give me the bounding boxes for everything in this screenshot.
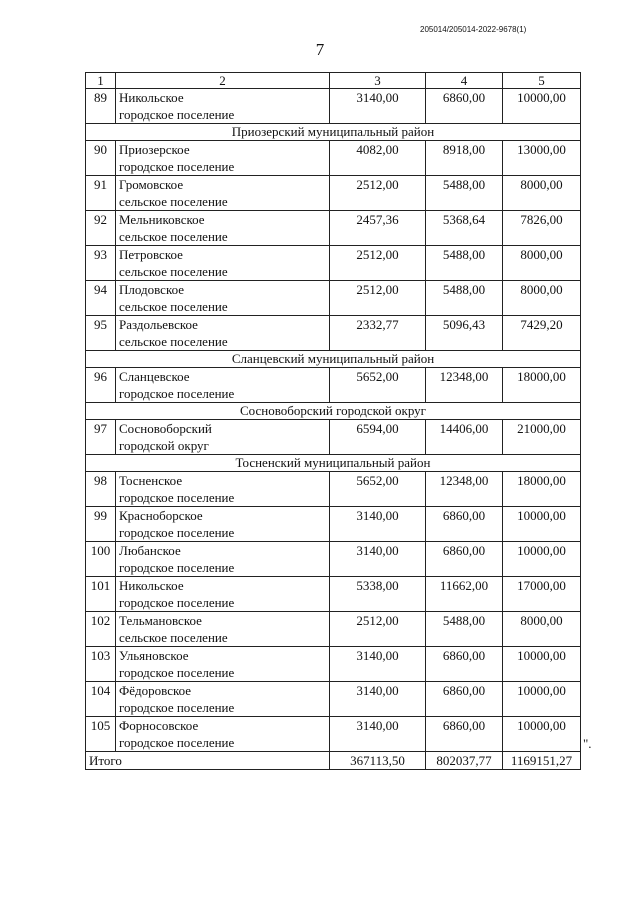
- total-value-col-4: 802037,77: [426, 752, 503, 770]
- value-col-4: 8918,00: [426, 141, 503, 176]
- value-col-4: 6860,00: [426, 647, 503, 682]
- table-row: [86, 507, 581, 542]
- value-col-5: 10000,00: [503, 682, 581, 717]
- municipality-name-line-1: Мельниковское: [119, 212, 205, 227]
- total-value-col-3: 367113,50: [330, 752, 426, 770]
- municipality-name-line-2: сельское поселение: [119, 334, 228, 349]
- section-row: [86, 455, 581, 472]
- section-title: Тосненский муниципальный район: [86, 455, 581, 472]
- municipality-name-line-2: сельское поселение: [119, 299, 228, 314]
- municipality-name: [116, 246, 330, 281]
- total-value-col-5: 1169151,27: [503, 752, 581, 770]
- municipality-name-line-2: сельское поселение: [119, 194, 228, 209]
- municipality-name-line-2: сельское поселение: [119, 229, 228, 244]
- value-col-4: 6860,00: [426, 717, 503, 752]
- value-col-5: 10000,00: [503, 647, 581, 682]
- value-col-4: 5096,43: [426, 316, 503, 351]
- allocation-table: [85, 72, 581, 770]
- value-col-4: 5488,00: [426, 176, 503, 211]
- value-col-3: 2512,00: [330, 176, 426, 211]
- header-col-4: 4: [426, 73, 503, 89]
- row-number: 101: [86, 577, 116, 612]
- value-col-5: 10000,00: [503, 717, 581, 752]
- municipality-name-line-1: Раздольевское: [119, 317, 198, 332]
- section-title: Приозерский муниципальный район: [86, 124, 581, 141]
- header-col-3: 3: [330, 73, 426, 89]
- municipality-name-line-1: Любанское: [119, 543, 181, 558]
- municipality-name: [116, 420, 330, 455]
- value-col-3: 2332,77: [330, 316, 426, 351]
- municipality-name: [116, 281, 330, 316]
- total-row: [86, 752, 581, 770]
- municipality-name-line-2: сельское поселение: [119, 264, 228, 279]
- header-row: [86, 73, 581, 89]
- table-row: [86, 89, 581, 124]
- value-col-4: 6860,00: [426, 682, 503, 717]
- table-row: [86, 682, 581, 717]
- value-col-4: 5368,64: [426, 211, 503, 246]
- municipality-name-line-2: городское поселение: [119, 595, 235, 610]
- table-body: [86, 73, 581, 770]
- value-col-5: 21000,00: [503, 420, 581, 455]
- row-number: 99: [86, 507, 116, 542]
- value-col-5: 17000,00: [503, 577, 581, 612]
- municipality-name-line-2: городское поселение: [119, 490, 235, 505]
- page-number: 7: [315, 40, 325, 59]
- value-col-5: 7429,20: [503, 316, 581, 351]
- value-col-3: 2512,00: [330, 612, 426, 647]
- municipality-name: [116, 647, 330, 682]
- municipality-name: [116, 682, 330, 717]
- municipality-name: [116, 472, 330, 507]
- value-col-3: 3140,00: [330, 542, 426, 577]
- municipality-name-line-1: Громовское: [119, 177, 184, 192]
- row-number: 97: [86, 420, 116, 455]
- value-col-3: 2512,00: [330, 281, 426, 316]
- table-row: [86, 316, 581, 351]
- value-col-5: 10000,00: [503, 542, 581, 577]
- municipality-name: [116, 368, 330, 403]
- row-number: 103: [86, 647, 116, 682]
- value-col-5: 10000,00: [503, 507, 581, 542]
- value-col-5: 8000,00: [503, 281, 581, 316]
- row-number: 95: [86, 316, 116, 351]
- value-col-4: 12348,00: [426, 472, 503, 507]
- value-col-3: 2512,00: [330, 246, 426, 281]
- municipality-name-line-1: Сосновоборский: [119, 421, 212, 436]
- value-col-4: 5488,00: [426, 612, 503, 647]
- municipality-name: [116, 612, 330, 647]
- municipality-name-line-1: Ульяновское: [119, 648, 189, 663]
- table-row: [86, 176, 581, 211]
- municipality-name: [116, 577, 330, 612]
- municipality-name: [116, 141, 330, 176]
- row-number: 96: [86, 368, 116, 403]
- table-row: [86, 141, 581, 176]
- table-row: [86, 612, 581, 647]
- row-number: 90: [86, 141, 116, 176]
- value-col-3: 5338,00: [330, 577, 426, 612]
- municipality-name-line-2: городское поселение: [119, 700, 235, 715]
- value-col-3: 5652,00: [330, 368, 426, 403]
- value-col-5: 10000,00: [503, 89, 581, 124]
- value-col-4: 6860,00: [426, 507, 503, 542]
- municipality-name: [116, 316, 330, 351]
- value-col-4: 12348,00: [426, 368, 503, 403]
- municipality-name-line-1: Плодовское: [119, 282, 185, 297]
- value-col-3: 3140,00: [330, 89, 426, 124]
- value-col-3: 4082,00: [330, 141, 426, 176]
- municipality-name: [116, 507, 330, 542]
- municipality-name-line-2: городское поселение: [119, 525, 235, 540]
- table-row: [86, 717, 581, 752]
- table-row: [86, 420, 581, 455]
- section-row: [86, 124, 581, 141]
- row-number: 94: [86, 281, 116, 316]
- municipality-name-line-2: городское поселение: [119, 735, 235, 750]
- municipality-name-line-1: Тельмановское: [119, 613, 202, 628]
- municipality-name: [116, 542, 330, 577]
- section-title: Сосновоборский городской округ: [86, 403, 581, 420]
- section-title: Сланцевский муниципальный район: [86, 351, 581, 368]
- row-number: 92: [86, 211, 116, 246]
- header-col-1: 1: [86, 73, 116, 89]
- table-row: [86, 577, 581, 612]
- table-row: [86, 211, 581, 246]
- municipality-name-line-1: Фёдоровское: [119, 683, 192, 698]
- table-row: [86, 472, 581, 507]
- municipality-name-line-2: городское поселение: [119, 159, 235, 174]
- municipality-name: [116, 717, 330, 752]
- row-number: 104: [86, 682, 116, 717]
- municipality-name: [116, 211, 330, 246]
- row-number: 89: [86, 89, 116, 124]
- municipality-name-line-2: городское поселение: [119, 560, 235, 575]
- value-col-4: 14406,00: [426, 420, 503, 455]
- municipality-name-line-1: Приозерское: [119, 142, 190, 157]
- municipality-name-line-1: Никольское: [119, 578, 184, 593]
- municipality-name-line-2: городское поселение: [119, 107, 235, 122]
- row-number: 91: [86, 176, 116, 211]
- value-col-4: 6860,00: [426, 542, 503, 577]
- value-col-4: 5488,00: [426, 281, 503, 316]
- municipality-name-line-1: Форносовское: [119, 718, 199, 733]
- municipality-name-line-2: городское поселение: [119, 386, 235, 401]
- value-col-4: 11662,00: [426, 577, 503, 612]
- municipality-name-line-2: городской округ: [119, 438, 209, 453]
- municipality-name-line-1: Никольское: [119, 90, 184, 105]
- value-col-5: 18000,00: [503, 368, 581, 403]
- section-row: [86, 403, 581, 420]
- value-col-5: 8000,00: [503, 176, 581, 211]
- value-col-3: 3140,00: [330, 507, 426, 542]
- section-row: [86, 351, 581, 368]
- value-col-3: 2457,36: [330, 211, 426, 246]
- row-number: 100: [86, 542, 116, 577]
- municipality-name-line-1: Сланцевское: [119, 369, 190, 384]
- row-number: 98: [86, 472, 116, 507]
- municipality-name-line-1: Петровское: [119, 247, 183, 262]
- value-col-3: 5652,00: [330, 472, 426, 507]
- value-col-3: 3140,00: [330, 682, 426, 717]
- municipality-name: [116, 89, 330, 124]
- value-col-4: 6860,00: [426, 89, 503, 124]
- value-col-3: 3140,00: [330, 647, 426, 682]
- table-row: [86, 246, 581, 281]
- value-col-5: 8000,00: [503, 246, 581, 281]
- header-col-2: 2: [116, 73, 330, 89]
- value-col-3: 6594,00: [330, 420, 426, 455]
- value-col-3: 3140,00: [330, 717, 426, 752]
- table-row: [86, 368, 581, 403]
- row-number: 93: [86, 246, 116, 281]
- value-col-5: 8000,00: [503, 612, 581, 647]
- table-row: [86, 542, 581, 577]
- table-row: [86, 647, 581, 682]
- row-number: 105: [86, 717, 116, 752]
- document-id: 205014/205014-2022-9678(1): [420, 25, 527, 34]
- table-row: [86, 281, 581, 316]
- municipality-name-line-2: городское поселение: [119, 665, 235, 680]
- value-col-5: 13000,00: [503, 141, 581, 176]
- row-number: 102: [86, 612, 116, 647]
- municipality-name-line-1: Тосненское: [119, 473, 183, 488]
- header-col-5: 5: [503, 73, 581, 89]
- municipality-name-line-1: Красноборское: [119, 508, 203, 523]
- closing-quote: ".: [583, 736, 592, 751]
- total-label: Итого: [86, 752, 330, 770]
- municipality-name: [116, 176, 330, 211]
- municipality-name-line-2: сельское поселение: [119, 630, 228, 645]
- value-col-5: 18000,00: [503, 472, 581, 507]
- value-col-4: 5488,00: [426, 246, 503, 281]
- value-col-5: 7826,00: [503, 211, 581, 246]
